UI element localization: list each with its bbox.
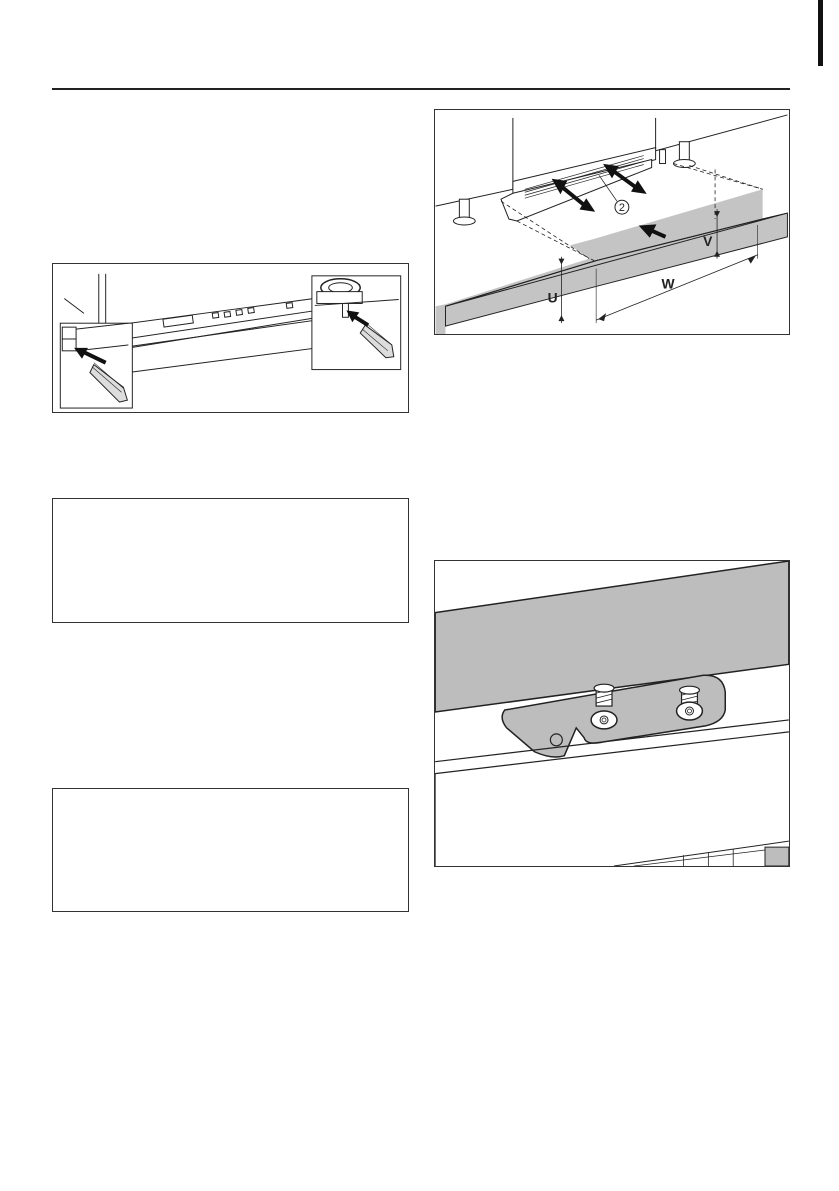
figure-trim-strip-insertion <box>52 263 409 413</box>
note-box-1 <box>52 498 409 623</box>
left-detail-inset <box>60 323 132 408</box>
figure-plinth-dimensions <box>434 109 790 335</box>
figure-bracket-screws-closeup <box>434 560 790 867</box>
plinth-dimensions-illustration <box>435 110 789 334</box>
page-marker-tab <box>818 0 823 66</box>
dimension-v-label: V <box>703 232 713 249</box>
right-detail-inset <box>312 276 401 370</box>
note-box-2 <box>52 788 409 912</box>
callout-number: 2 <box>618 202 625 215</box>
trim-strip-illustration <box>53 264 408 412</box>
header-rule <box>52 88 790 90</box>
dimension-w-label: W <box>661 275 675 292</box>
dimension-u-label: U <box>547 289 558 306</box>
bracket-screws-illustration <box>435 561 789 866</box>
